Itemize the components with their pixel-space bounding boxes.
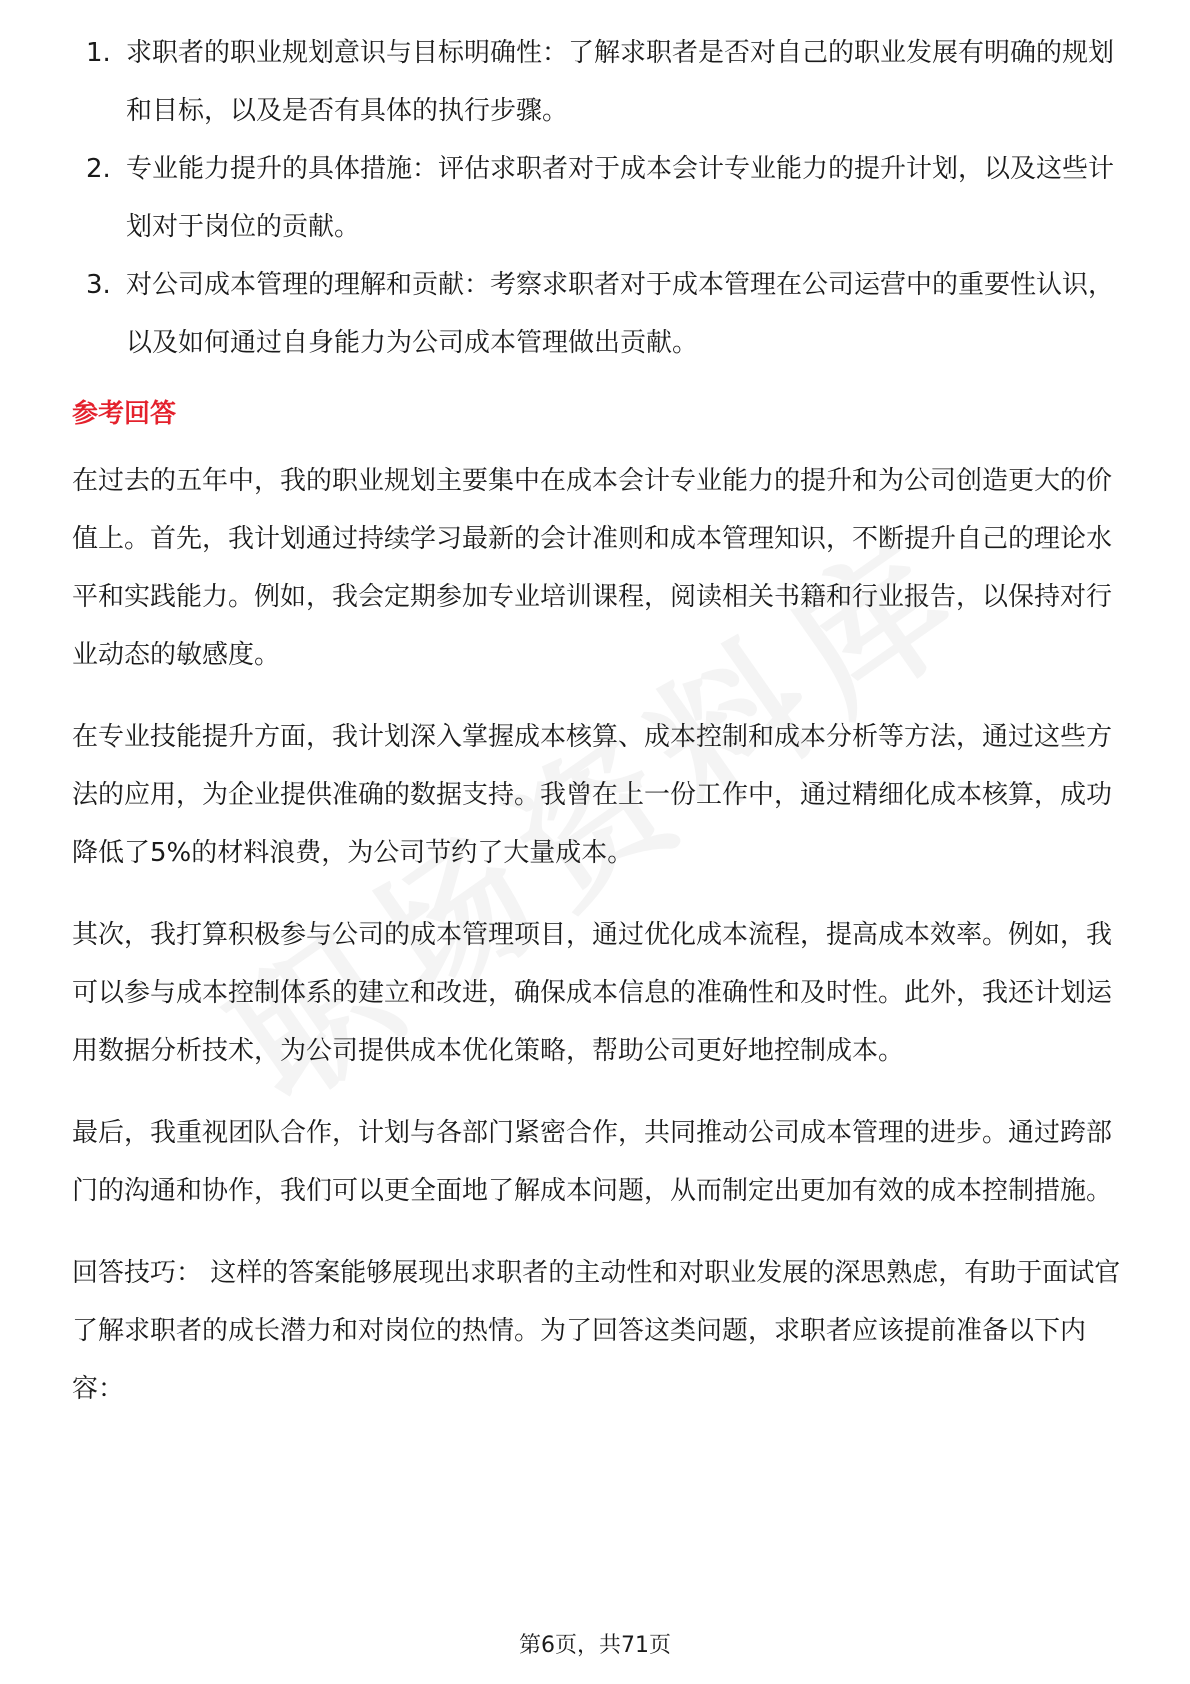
answer-paragraph: 在过去的五年中，我的职业规划主要集中在成本会计专业能力的提升和为公司创造更大的价值上。首先，我计划通过持续学习最新的会计准则和成本管理知识，不断提升自己的理论水平和实践能力。例如，我会定期参加专业培训课程，阅读相关书籍和行业报告，以保持对行业动态的敏感度。	[72, 466, 1113, 670]
page-content	[72, 30, 1132, 1442]
list-item-number: 1.	[86, 38, 111, 68]
list-item	[72, 256, 1132, 372]
list-item	[72, 24, 1132, 140]
answer-heading: 参考回答	[72, 399, 177, 429]
list-item-number: 3.	[86, 270, 111, 300]
list-item-number: 2.	[86, 154, 111, 184]
list-item-text: 对公司成本管理的理解和贡献：考察求职者对于成本管理在公司运营中的重要性认识，以及如何通过自身能力为公司成本管理做出贡献。	[126, 270, 1115, 358]
answer-paragraph: 其次，我打算积极参与公司的成本管理项目，通过优化成本流程，提高成本效率。例如，我可以参与成本控制体系的建立和改进，确保成本信息的准确性和及时性。此外，我还计划运用数据分析技术，为公司提供成本优化策略，帮助公司更好地控制成本。	[72, 920, 1113, 1066]
answer-paragraph: 在专业技能提升方面，我计划深入掌握成本核算、成本控制和成本分析等方法，通过这些方法的应用，为企业提供准确的数据支持。我曾在上一份工作中，通过精细化成本核算，成功降低了5%的材料浪费，为公司节约了大量成本。	[72, 722, 1113, 868]
list-item-text: 专业能力提升的具体措施：评估求职者对于成本会计专业能力的提升计划，以及这些计划对于岗位的贡献。	[126, 154, 1115, 242]
list-item	[72, 140, 1132, 256]
list-item-text: 求职者的职业规划意识与目标明确性：了解求职者是否对自己的职业发展有明确的规划和目标，以及是否有具体的执行步骤。	[126, 38, 1115, 126]
answer-paragraph: 最后，我重视团队合作，计划与各部门紧密合作，共同推动公司成本管理的进步。通过跨部门的沟通和协作，我们可以更全面地了解成本问题，从而制定出更加有效的成本控制措施。	[72, 1118, 1113, 1206]
criteria-list	[72, 24, 1132, 372]
answer-tips-paragraph: 回答技巧： 这样的答案能够展现出求职者的主动性和对职业发展的深思熟虑，有助于面试官了解求职者的成长潜力和对岗位的热情。为了回答这类问题，求职者应该提前准备以下内容：	[72, 1258, 1121, 1404]
page-number: 第6页，共71页	[519, 1633, 671, 1658]
